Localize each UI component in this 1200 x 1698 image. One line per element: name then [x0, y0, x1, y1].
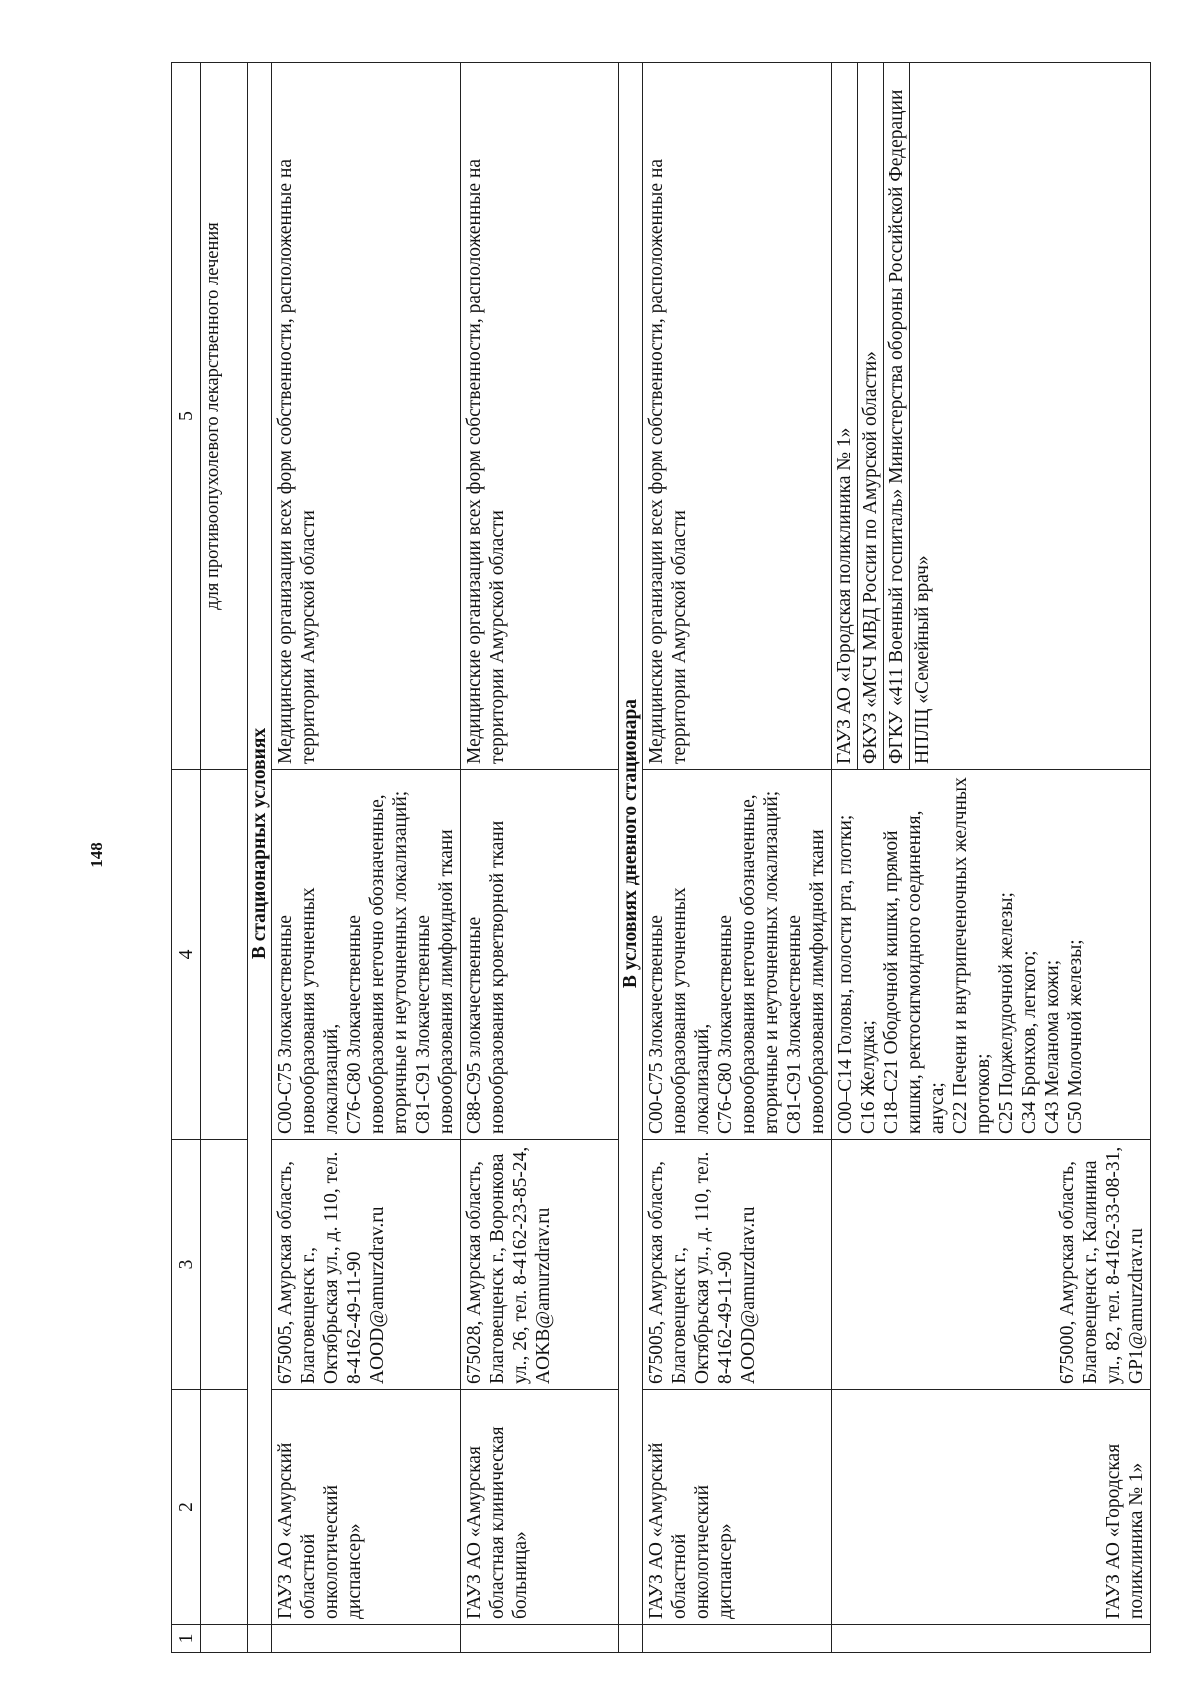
org-sub-item: НПЛЦ «Семейный врач» — [912, 555, 933, 764]
participating-orgs: Медицинские организации всех форм собственности, расположенные на территории Амурской области — [461, 63, 619, 770]
code-line: С81-С91 Злокачественные новообразования лимфоидной ткани — [413, 829, 457, 1134]
section-title: В условиях дневного стационара — [619, 63, 643, 1625]
code-line: С43 Меланома кожи; — [1042, 959, 1063, 1134]
code-line: С34 Бронхов, легкого; — [1019, 950, 1040, 1134]
table-row — [832, 63, 1151, 1653]
org-name: ГАУЗ АО «Амурский областной онкологический диспансер» — [643, 1390, 832, 1625]
org-sub-item: ФГКУ «411 Военный госпиталь» Министерства обороны Российской Федерации — [884, 63, 910, 769]
code-line: С00-С75 Злокачественные новообразования уточненных локализаций, — [646, 887, 713, 1134]
code-line: С00–С14 Головы, полости рта, глотки; — [835, 814, 856, 1134]
participating-orgs — [832, 63, 1151, 770]
page-number: 148 — [87, 842, 106, 868]
rotated-table-container — [171, 63, 1151, 1653]
code-line: С16 Желудка; — [858, 1020, 879, 1134]
table-row — [272, 63, 461, 1653]
continuation-row — [201, 63, 248, 1653]
code-line: С50 Молочной железы; — [1065, 939, 1086, 1134]
org-name: ГАУЗ АО «Амурская областная клиническая больница» — [461, 1390, 619, 1625]
col-header-5: 5 — [172, 63, 201, 770]
org-sub-item: ГАУЗ АО «Городская поликлиника № 1» — [832, 63, 858, 769]
diagnosis-codes — [272, 770, 461, 1140]
code-line: С18–С21 Ободочной кишки, прямой кишки, ректосигмоидного соединения, ануса; — [881, 810, 948, 1134]
code-line: С00-С75 Злокачественные новообразования уточненных локализаций, — [275, 887, 342, 1134]
org-sub-item: ФКУЗ «МСЧ МВД России по Амурской области» — [858, 63, 884, 769]
code-line: С22 Печени и внутрипеченочных желчных протоков; — [950, 777, 994, 1134]
diagnosis-codes — [643, 770, 832, 1140]
section-title: В стационарных условиях — [248, 63, 272, 1625]
org-address: 675005, Амурская область, Благовещенск г., Октябрьская ул., д. 110, тел. 8-4162-49-11-90 AOOD@amurzdrav.ru — [643, 1140, 832, 1390]
participating-orgs: Медицинские организации всех форм собственности, расположенные на территории Амурской области — [272, 63, 461, 770]
code-line: С76-С80 Злокачественные новообразования неточно обозначенные, вторичные и неуточненных локализаций; — [715, 790, 782, 1134]
org-address: 675000, Амурская область, Благовещенск г., Калинина ул., 82, тел. 8-4162-33-08-31, GP1@amurzdrav.ru — [832, 1140, 1151, 1390]
org-name: ГАУЗ АО «Амурский областной онкологический диспансер» — [272, 1390, 461, 1625]
diagnosis-codes — [461, 770, 619, 1140]
section-row — [619, 63, 643, 1653]
table-row — [643, 63, 832, 1653]
code-line: С88-С95 злокачественные новообразования кроветворной ткани — [464, 820, 508, 1134]
col-header-1: 1 — [172, 1625, 201, 1653]
code-line: С76-С80 Злокачественные новообразования неточно обозначенные, вторичные и неуточненных локализаций; — [344, 790, 411, 1134]
org-address: 675005, Амурская область, Благовещенск г., Октябрьская ул., д. 110, тел. 8-4162-49-11-90 AOOD@amurzdrav.ru — [272, 1140, 461, 1390]
diagnosis-codes — [832, 770, 1151, 1140]
participating-orgs: Медицинские организации всех форм собственности, расположенные на территории Амурской области — [643, 63, 832, 770]
org-name: ГАУЗ АО «Городская поликлиника № 1» — [832, 1390, 1151, 1625]
col-header-2: 2 — [172, 1390, 201, 1625]
col-header-4: 4 — [172, 770, 201, 1140]
code-line: С25 Поджелудочной железы; — [996, 892, 1017, 1134]
medical-organizations-table — [171, 62, 1151, 1653]
table-row — [461, 63, 619, 1653]
org-address: 675028, Амурская область, Благовещенск г., Воронкова ул., 26, тел. 8-4162-23-85-24, AOKB@amurzdrav.ru — [461, 1140, 619, 1390]
code-line: С81-С91 Злокачественные новообразования лимфоидной ткани — [784, 829, 828, 1134]
section-row — [248, 63, 272, 1653]
continuation-text: для противоопухолевого лекарственного лечения — [201, 63, 248, 770]
header-row — [172, 63, 201, 1653]
col-header-3: 3 — [172, 1140, 201, 1390]
